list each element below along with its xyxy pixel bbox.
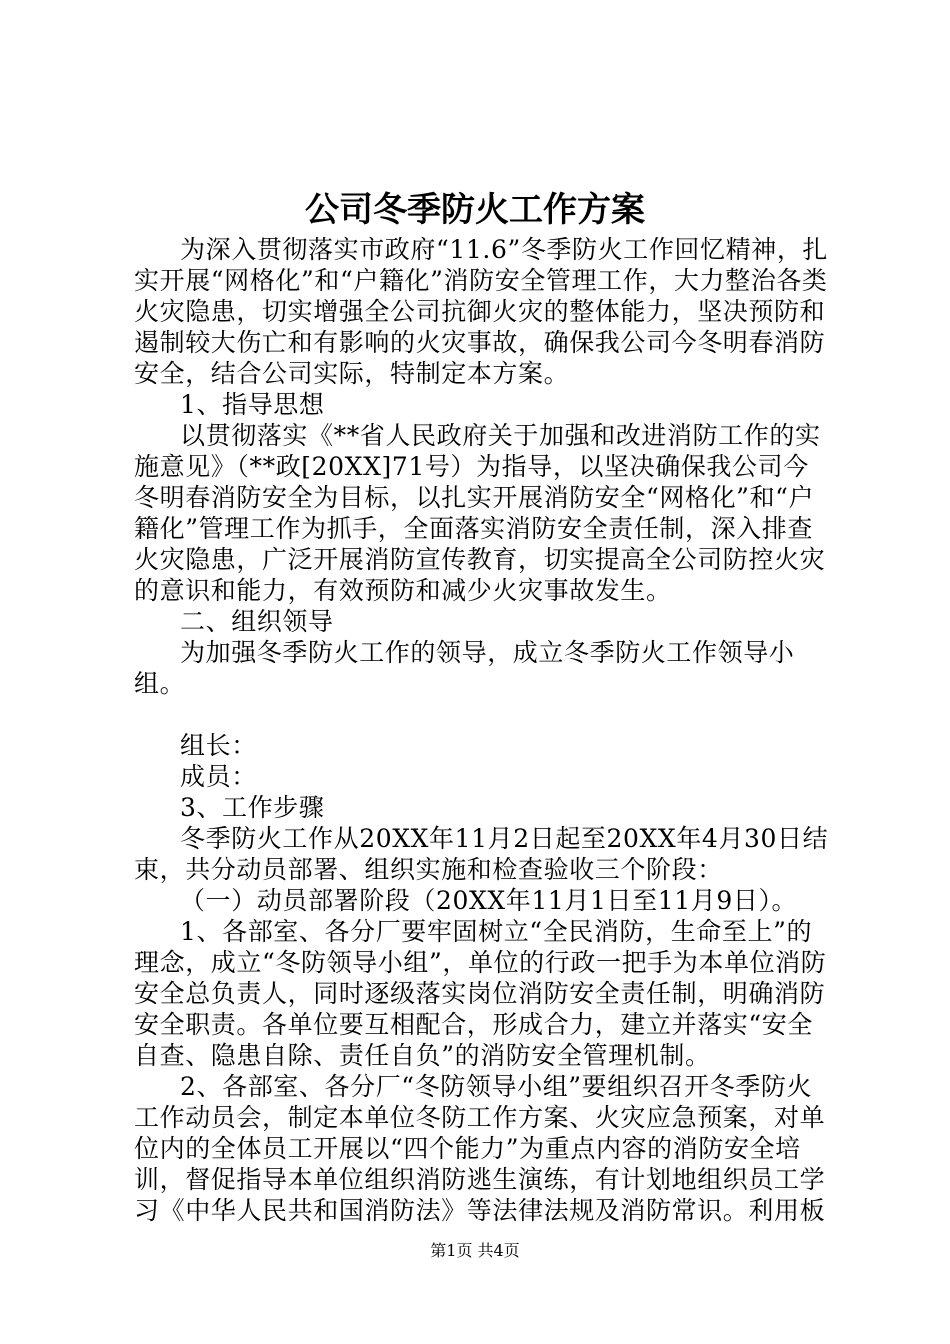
organization-paragraph: 为加强冬季防火工作的领导，成立冬季防火工作领导小组。 (134, 638, 795, 698)
phase-one-item-1: 1、各部室、各分厂要牢固树立“全民消防，生命至上”的理念，成立“冬防领导小组”，单位的行政一把手为本单位消防安全总负责人，同时逐级落实岗位消防安全责任制，明确消防安全职责。各单位要互相配合，形成合力，建立并落实“安全自查、隐患自除、责任自负”的消防安全管理机制。 (134, 917, 827, 1070)
page-number-footer: 第1页 共4页 (430, 1241, 520, 1260)
document-body (134, 234, 830, 1226)
guiding-thought-paragraph: 以贯彻落实《**省人民政府关于加强和改进消防工作的实施意见》（**政[20XX]71号）为指导，以坚决确保我公司今冬明春消防安全为目标，以扎实开展消防安全“网格化”和“户籍化”管理工作为抓手，全面落实消防安全责任制，深入排查火灾隐患，广泛开展消防宣传教育，切实提高全公司防控火灾的意识和能力，有效预防和减少火灾事故发生。 (134, 421, 826, 605)
blank-line (134, 699, 830, 730)
team-leader-line: 组长： (180, 731, 257, 760)
team-members-line: 成员： (180, 762, 257, 791)
work-steps-paragraph: 冬季防火工作从20XX年11月2日起至20XX年4月30日结束，共分动员部署、组织实施和检查验收三个阶段： (134, 824, 829, 884)
phase-one-item-2: 2、各部室、各分厂“冬防领导小组”要组织召开冬季防火工作动员会，制定本单位冬防工作方案、火灾应急预案，对单位内的全体员工开展以“四个能力”为重点内容的消防安全培训，督促指导本单位组织消防逃生演练，有计划地组织员工学习《中华人民共和国消防法》等法律法规及消防常识。利用板 (134, 1072, 826, 1225)
document-title: 公司冬季防火工作方案 (305, 190, 645, 230)
intro-paragraph: 为深入贯彻落实市政府“11.6”冬季防火工作回忆精神，扎实开展“网格化”和“户籍化”消防安全管理工作，大力整治各类火灾隐患，切实增强全公司抗御火灾的整体能力，坚决预防和遏制较大伤亡和有影响的火灾事故，确保我公司今冬明春消防安全，结合公司实际，特制定本方案。 (134, 235, 829, 388)
section-heading-organization: 二、组织领导 (180, 607, 334, 636)
section-heading-work-steps: 3、工作步骤 (180, 793, 325, 822)
phase-one-heading: （一）动员部署阶段（20XX年11月1日至11月9日）。 (180, 886, 798, 915)
section-heading-guiding-thought: 1、指导思想 (180, 390, 325, 419)
